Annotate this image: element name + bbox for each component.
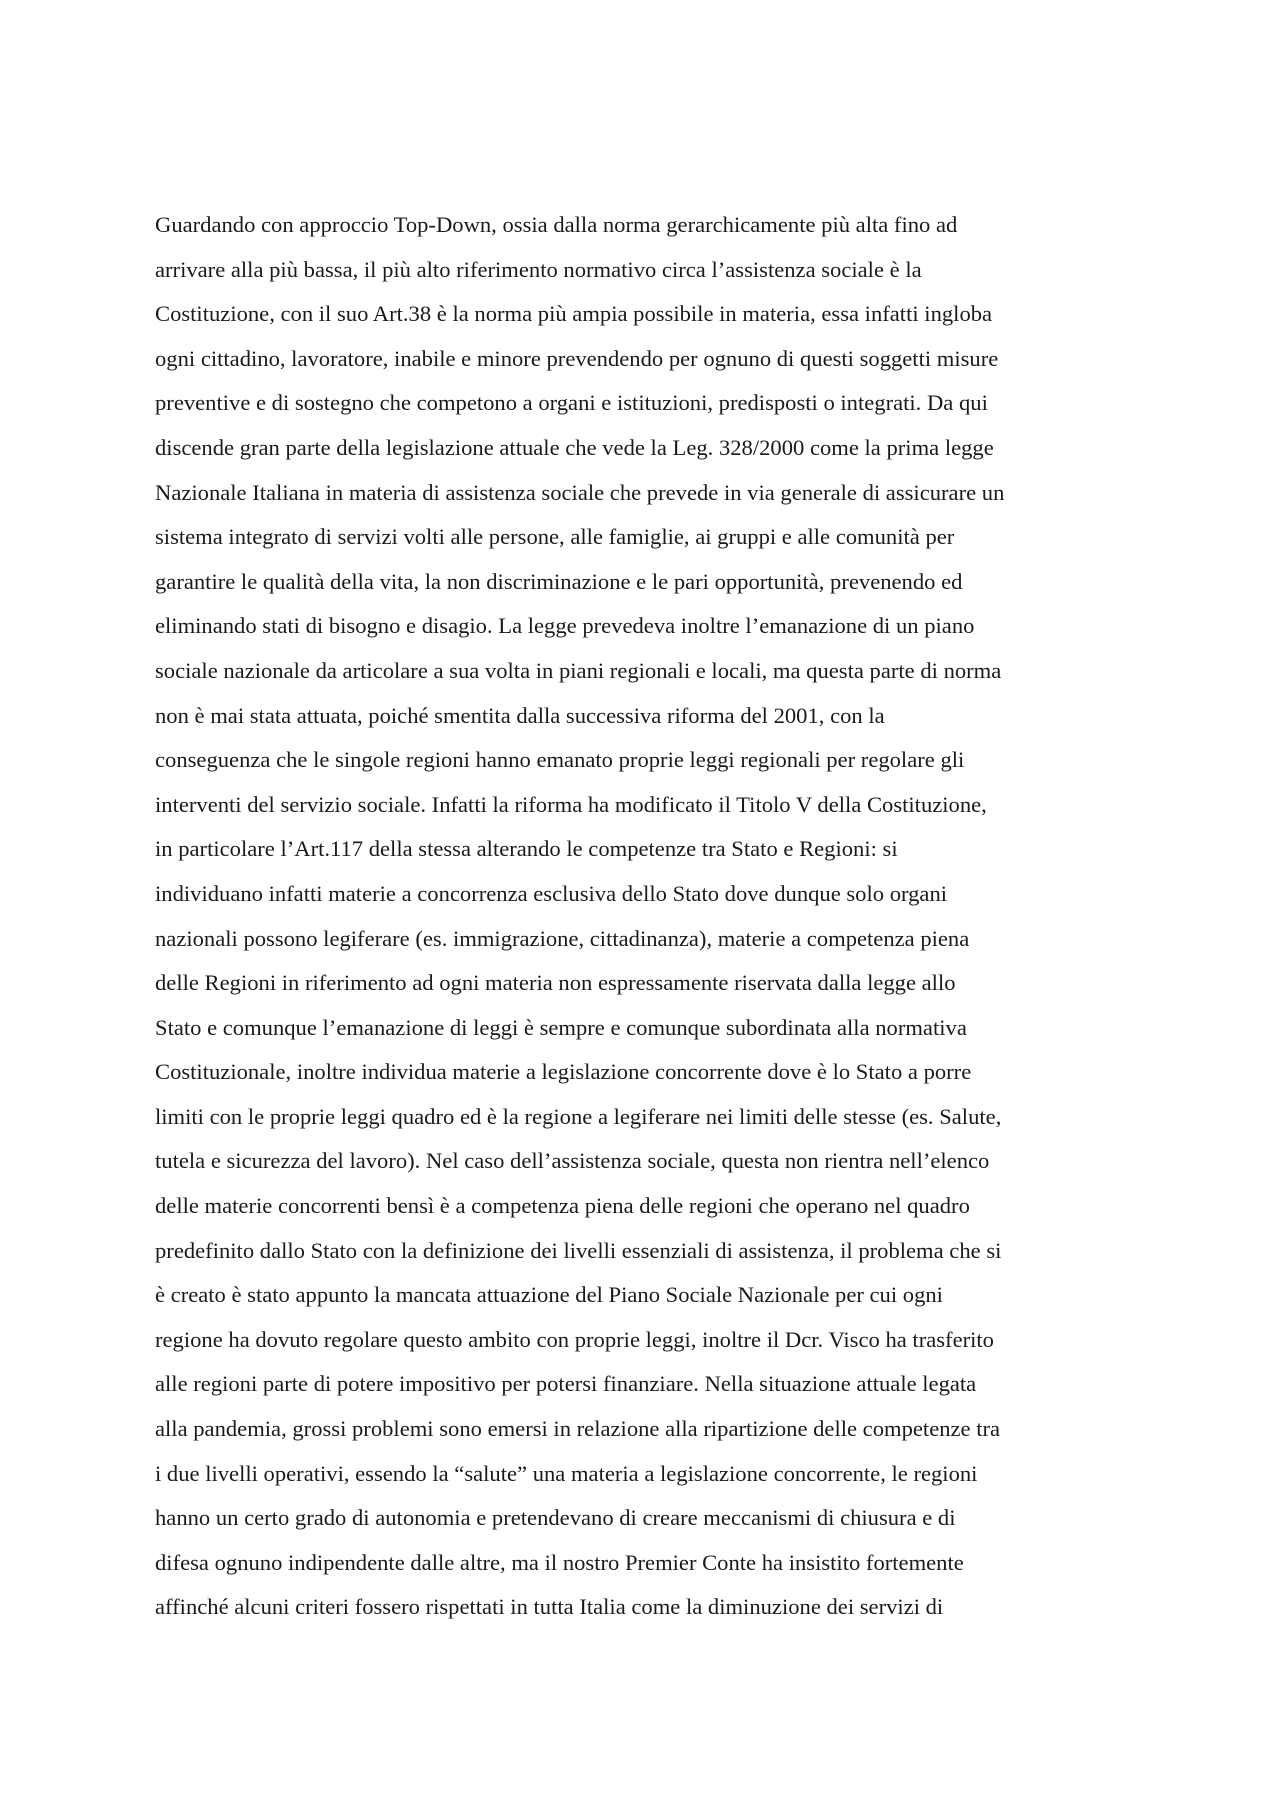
text-line: ogni cittadino, lavoratore, inabile e minore prevendendo per ognuno di questi soggetti misure [155,345,999,371]
text-line: individuano infatti materie a concorrenza esclusiva dello Stato dove dunque solo organi [155,880,948,906]
text-line: affinché alcuni criteri fossero rispettati in tutta Italia come la diminuzione dei servizi di [155,1594,944,1620]
body-paragraph [155,203,1155,1630]
text-line: interventi del servizio sociale. Infatti la riforma ha modificato il Titolo V della Costituzione, [155,791,987,817]
text-line: Stato e comunque l’emanazione di leggi è sempre e comunque subordinata alla normativa [155,1014,967,1040]
text-line: i due livelli operativi, essendo la “salute” una materia a legislazione concorrente, le regioni [155,1460,978,1486]
text-line: preventive e di sostegno che competono a organi e istituzioni, predisposti o integrati. Da qui [155,390,988,416]
text-line: arrivare alla più bassa, il più alto riferimento normativo circa l’assistenza sociale è la [155,256,922,282]
text-line: Nazionale Italiana in materia di assistenza sociale che prevede in via generale di assicurare un [155,479,1005,505]
text-line: non è mai stata attuata, poiché smentita dalla successiva riforma del 2001, con la [155,702,885,728]
text-line: predefinito dallo Stato con la definizione dei livelli essenziali di assistenza, il problema che si [155,1237,1002,1263]
text-line: garantire le qualità della vita, la non discriminazione e le pari opportunità, prevenendo ed [155,568,963,594]
text-line: nazionali possono legiferare (es. immigrazione, cittadinanza), materie a competenza piena [155,925,970,951]
text-line: difesa ognuno indipendente dalle altre, ma il nostro Premier Conte ha insistito fortemente [155,1549,964,1575]
text-line: sociale nazionale da articolare a sua volta in piani regionali e locali, ma questa parte di norma [155,657,1002,683]
text-line: regione ha dovuto regolare questo ambito con proprie leggi, inoltre il Dcr. Visco ha trasferito [155,1326,994,1352]
text-line: Guardando con approccio Top-Down, ossia dalla norma gerarchicamente più alta fino ad [155,212,958,237]
text-line: Costituzione, con il suo Art.38 è la norma più ampia possibile in materia, essa infatti ingloba [155,301,993,327]
text-line: tutela e sicurezza del lavoro). Nel caso dell’assistenza sociale, questa non rientra nell’elenco [155,1148,990,1174]
text-line: delle Regioni in riferimento ad ogni materia non espressamente riservata dalla legge allo [155,970,956,996]
text-line: hanno un certo grado di autonomia e pretendevano di creare meccanismi di chiusura e di [155,1505,956,1531]
text-line: è creato è stato appunto la mancata attuazione del Piano Sociale Nazionale per cui ogni [155,1282,943,1308]
text-line: in particolare l’Art.117 della stessa alterando le competenze tra Stato e Regioni: si [155,836,898,862]
text-line: Costituzionale, inoltre individua materie a legislazione concorrente dove è lo Stato a porre [155,1059,972,1085]
text-line: alla pandemia, grossi problemi sono emersi in relazione alla ripartizione delle competenze tra [155,1416,1001,1442]
text-line: conseguenza che le singole regioni hanno emanato proprie leggi regionali per regolare gli [155,747,965,773]
text-line: alle regioni parte di potere impositivo per potersi finanziare. Nella situazione attuale legata [155,1371,977,1397]
text-line: sistema integrato di servizi volti alle persone, alle famiglie, ai gruppi e alle comunità per [155,524,955,550]
text-line: limiti con le proprie leggi quadro ed è la regione a legiferare nei limiti delle stesse (es. Salute, [155,1103,1002,1129]
text-line: delle materie concorrenti bensì è a competenza piena delle regioni che operano nel quadro [155,1193,970,1219]
text-line: discende gran parte della legislazione attuale che vede la Leg. 328/2000 come la prima legge [155,434,994,460]
text-line: eliminando stati di bisogno e disagio. La legge prevedeva inoltre l’emanazione di un piano [155,613,975,639]
